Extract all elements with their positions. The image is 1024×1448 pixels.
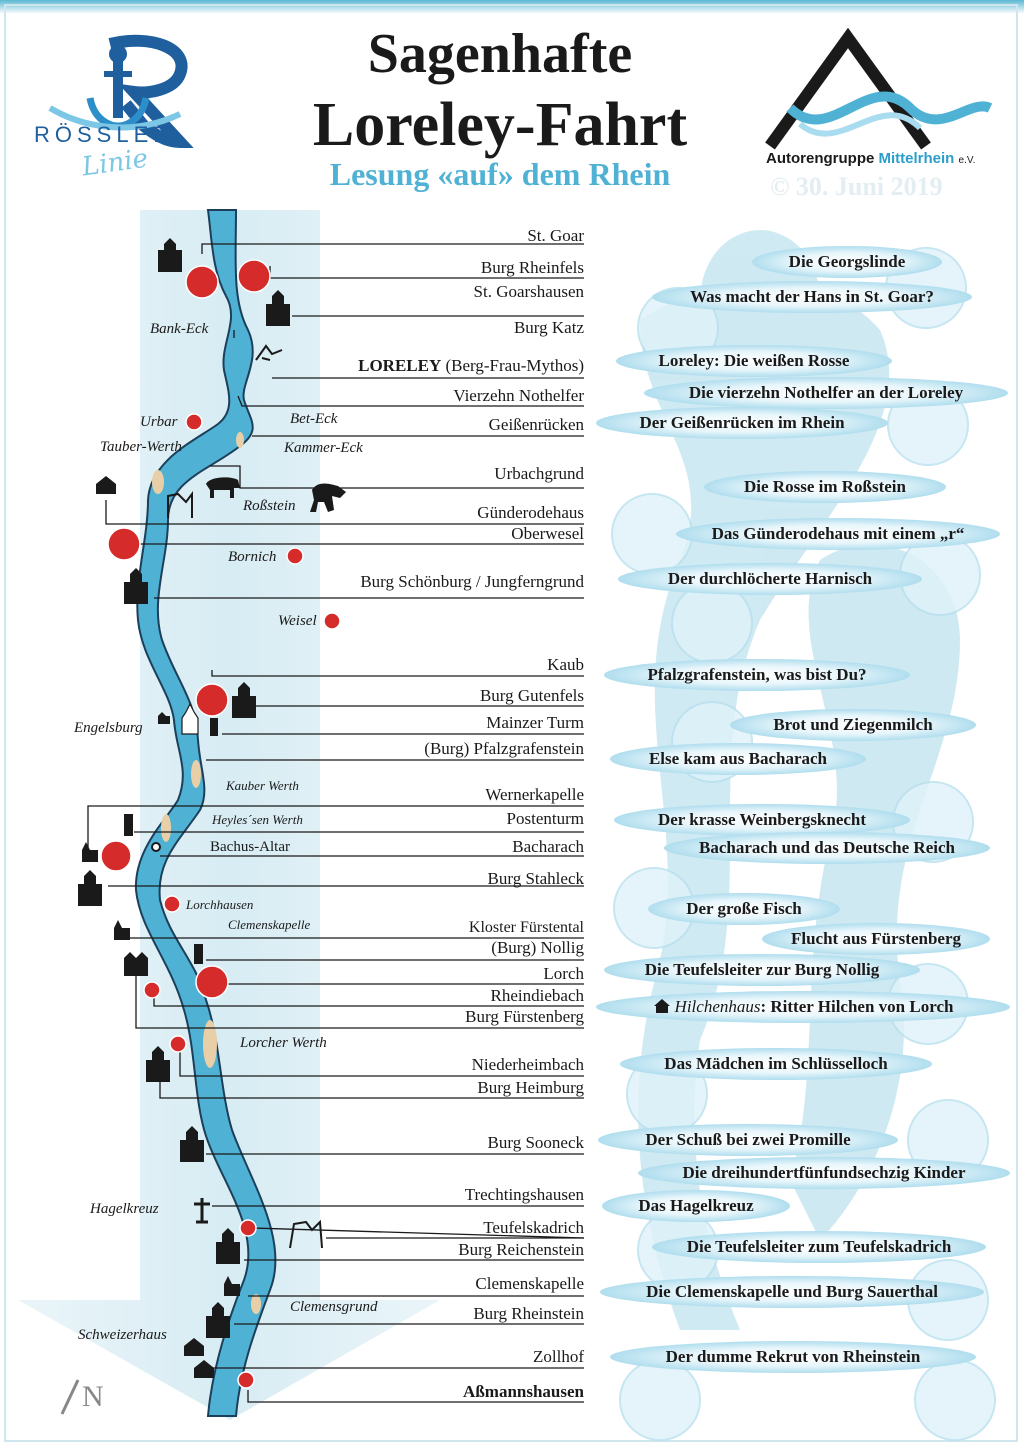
story-hilchenhaus bbox=[596, 991, 1010, 1023]
place-niederheimbach: Niederheimbach bbox=[471, 1055, 584, 1074]
hilchenhaus-label: Hilchenhaus bbox=[674, 997, 761, 1016]
place-burg-nollig: (Burg) Nollig bbox=[491, 938, 584, 957]
story-schluesselloch: Das Mädchen im Schlüsselloch bbox=[620, 1048, 932, 1080]
place-geissenruecken: Geißenrücken bbox=[488, 415, 584, 434]
title-line-2: Loreley-Fahrt bbox=[312, 91, 688, 159]
local-lorchhausen: Lorchhausen bbox=[186, 897, 254, 912]
story-clemenskapelle: Die Clemenskapelle und Burg Sauerthal bbox=[600, 1276, 984, 1308]
place-urbachgrund: Urbachgrund bbox=[494, 464, 584, 483]
place-st-goarshausen: St. Goarshausen bbox=[473, 282, 584, 301]
north-arrow-icon bbox=[62, 1380, 78, 1414]
story-teufelskadrich: Die Teufelsleiter zum Teufelskadrich bbox=[652, 1231, 986, 1263]
ag-name-b: Mittelrhein bbox=[878, 150, 955, 167]
place-st-goar: St. Goar bbox=[527, 226, 584, 245]
place-assmannshausen: Aßmannshausen bbox=[463, 1382, 584, 1401]
ag-name-a: Autorengruppe bbox=[766, 150, 879, 167]
story-rekrut-rheinstein: Der dumme Rekrut von Rheinstein bbox=[610, 1341, 976, 1373]
place-lorch: Lorch bbox=[543, 964, 584, 983]
place-bacharach: Bacharach bbox=[512, 837, 584, 856]
place-teufelskadrich: Teufelskadrich bbox=[483, 1218, 584, 1237]
date-label: © 30. Juni 2019 bbox=[770, 172, 943, 201]
story-guenderodehaus: Das Günderodehaus mit einem „r“ bbox=[676, 518, 1000, 550]
local-hagelkreuz: Hagelkreuz bbox=[90, 1201, 159, 1217]
local-clemenskapelle-small: Clemenskapelle bbox=[228, 917, 311, 932]
local-rossstein: Roßstein bbox=[243, 498, 296, 514]
place-wernerkapelle: Wernerkapelle bbox=[485, 785, 584, 804]
local-clemensgrund: Clemensgrund bbox=[290, 1299, 378, 1315]
place-burg-gutenfels: Burg Gutenfels bbox=[479, 686, 584, 705]
local-heylessen-werth: Heyles´sen Werth bbox=[212, 812, 303, 827]
story-teufelsleiter-nollig: Die Teufelsleiter zur Burg Nollig bbox=[604, 954, 920, 986]
story-flucht-fuerstenberg: Flucht aus Fürstenberg bbox=[762, 923, 990, 955]
loreley-note: (Berg-Frau-Mythos) bbox=[441, 356, 584, 375]
place-burg-rheinfels: Burg Rheinfels bbox=[480, 258, 584, 277]
place-guenderodehaus: Günderodehaus bbox=[477, 503, 584, 522]
place-burg-reichenstein: Burg Reichenstein bbox=[458, 1240, 584, 1259]
story-deutsche-reich: Bacharach und das Deutsche Reich bbox=[664, 832, 990, 864]
local-urbar: Urbar bbox=[140, 414, 178, 430]
subtitle: Lesung «auf» dem Rhein bbox=[329, 156, 671, 192]
roessler-script: Linie bbox=[80, 143, 150, 183]
place-zollhof: Zollhof bbox=[533, 1347, 584, 1366]
story-hagelkreuz: Das Hagelkreuz bbox=[602, 1190, 790, 1222]
place-kloster-fuerstental: Kloster Fürstental bbox=[468, 919, 584, 936]
ag-suffix: e.V. bbox=[958, 155, 976, 166]
story-hans-st-goar: Was macht der Hans in St. Goar? bbox=[652, 281, 972, 313]
local-bet-eck: Bet-Eck bbox=[290, 411, 338, 427]
place-burg-stahleck: Burg Stahleck bbox=[487, 869, 584, 888]
place-pfalzgrafenstein: (Burg) Pfalzgrafenstein bbox=[424, 739, 584, 758]
loreley-bold: LORELEY bbox=[358, 356, 442, 375]
story-brot-ziegenmilch: Brot und Ziegenmilch bbox=[730, 709, 976, 741]
story-zwei-promille: Der Schuß bei zwei Promille bbox=[598, 1124, 898, 1156]
local-weisel: Weisel bbox=[278, 613, 317, 629]
story-kinder: Die dreihundertfünfundsechzig Kinder bbox=[638, 1157, 1010, 1189]
story-vierzehn-nothelfer: Die vierzehn Nothelfer an der Loreley bbox=[644, 377, 1008, 409]
story-else-bacharach: Else kam aus Bacharach bbox=[610, 743, 866, 775]
place-burg-katz: Burg Katz bbox=[513, 318, 584, 337]
local-engelsburg: Engelsburg bbox=[74, 720, 143, 736]
story-georgslinde: Die Georgslinde bbox=[752, 246, 942, 278]
local-schweizerhaus: Schweizerhaus bbox=[78, 1327, 167, 1343]
place-mainzer-turm: Mainzer Turm bbox=[486, 713, 584, 732]
place-burg-schoenburg: Burg Schönburg / Jungferngrund bbox=[360, 572, 584, 591]
place-burg-rheinstein: Burg Rheinstein bbox=[473, 1304, 584, 1323]
local-kauber-werth: Kauber Werth bbox=[226, 778, 299, 793]
hilchenhaus-title: : Ritter Hilchen von Lorch bbox=[760, 997, 954, 1016]
local-bachus-altar: Bachus-Altar bbox=[210, 839, 290, 855]
place-burg-heimburg: Burg Heimburg bbox=[477, 1078, 584, 1097]
local-tauber-werth: Tauber-Werth bbox=[100, 439, 182, 455]
story-weisse-rosse: Loreley: Die weißen Rosse bbox=[616, 345, 892, 377]
place-loreley bbox=[358, 356, 584, 376]
place-burg-fuerstenberg: Burg Fürstenberg bbox=[465, 1007, 584, 1026]
north-label: N bbox=[82, 1380, 104, 1413]
place-vierzehn-nothelfer: Vierzehn Nothelfer bbox=[453, 386, 584, 405]
title-line-1: Sagenhafte bbox=[367, 23, 633, 85]
place-burg-sooneck: Burg Sooneck bbox=[487, 1133, 584, 1152]
place-trechtingshausen: Trechtingshausen bbox=[464, 1185, 584, 1204]
story-rosse-rossstein: Die Rosse im Roßstein bbox=[704, 471, 946, 503]
local-lorcher-werth: Lorcher Werth bbox=[240, 1035, 327, 1051]
local-kammer-eck: Kammer-Eck bbox=[284, 440, 363, 456]
place-postenturm: Postenturm bbox=[506, 809, 584, 828]
place-rheindiebach: Rheindiebach bbox=[490, 986, 584, 1005]
story-geissenruecken: Der Geißenrücken im Rhein bbox=[596, 407, 888, 439]
place-kaub: Kaub bbox=[547, 655, 584, 674]
story-pfalzgrafenstein: Pfalzgrafenstein, was bist Du? bbox=[604, 659, 910, 691]
story-weinbergsknecht: Der krasse Weinbergsknecht bbox=[614, 804, 910, 836]
roessler-name: RÖSSLER bbox=[34, 122, 175, 147]
local-bank-eck: Bank-Eck bbox=[150, 321, 209, 337]
bachus-altar-icon bbox=[152, 843, 160, 851]
story-harnisch: Der durchlöcherte Harnisch bbox=[618, 563, 922, 595]
local-bornich: Bornich bbox=[228, 549, 277, 565]
house-icon bbox=[653, 998, 671, 1014]
place-clemenskapelle: Clemenskapelle bbox=[475, 1274, 584, 1293]
place-oberwesel: Oberwesel bbox=[511, 524, 584, 543]
story-grosse-fisch: Der große Fisch bbox=[648, 893, 840, 925]
